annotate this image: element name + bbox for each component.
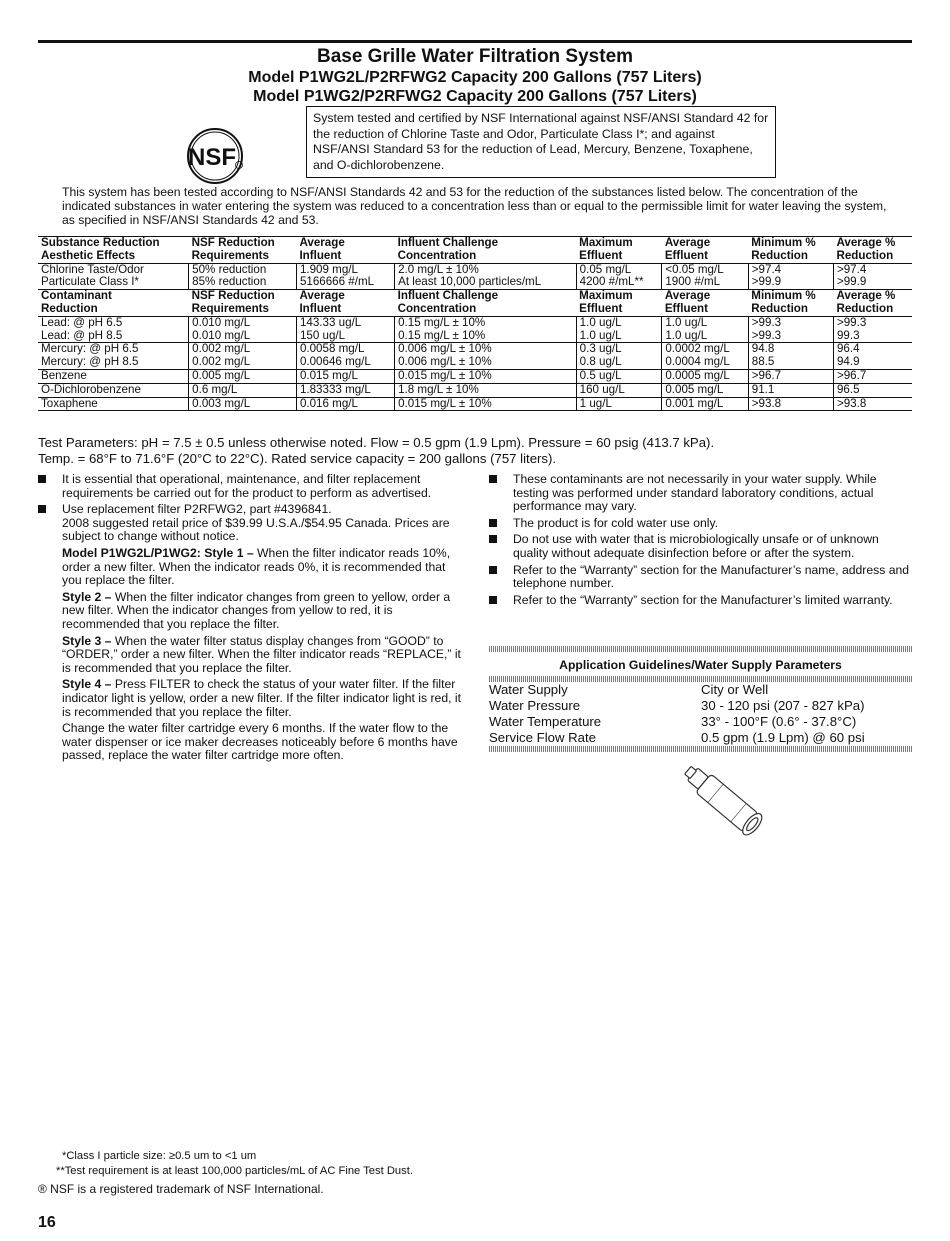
style-4-text: Press FILTER to check the status of your water filter. If the filter indicator light is yellow, order a new filter. If the filter indicator light is red, it is recommended that you replace the filter. — [62, 677, 461, 719]
bullet-icon — [38, 475, 46, 483]
table-cell: 0.003 mg/L — [189, 397, 297, 411]
table-cell: 1.909 mg/L 5166666 #/mL — [296, 263, 394, 290]
style-1-label: Model P1WG2L/P1WG2: Style 1 – — [62, 545, 254, 560]
trademark-note: ® NSF is a registered trademark of NSF International. — [38, 1182, 324, 1196]
table-cell: 0.005 mg/L — [662, 383, 748, 397]
param-name: Water Temperature — [489, 714, 602, 729]
bullet-item — [489, 533, 914, 560]
table-cell: O-Dichlorobenzene — [38, 383, 189, 397]
application-row — [489, 730, 912, 746]
footnote-1: *Class I particle size: ≥0.5 um to <1 um — [62, 1150, 257, 1162]
table-cell: 0.015 mg/L ± 10% — [395, 397, 577, 411]
param-name: Water Supply — [489, 682, 568, 697]
param-value: 33° - 100°F (0.6° - 37.8°C) — [701, 714, 857, 729]
bullet-text: Refer to the “Warranty” section for the Manufacturer’s name, address and telephone number. — [513, 562, 910, 591]
table-cell: >96.7 — [748, 369, 833, 383]
style-4-label: Style 4 – — [62, 677, 112, 692]
table-cell: 0.006 mg/L ± 10% 0.006 mg/L ± 10% — [395, 343, 577, 370]
bullet-icon — [489, 535, 497, 543]
bullet-item — [489, 594, 914, 608]
style-4-paragraph — [62, 678, 468, 719]
application-title: Application Guidelines/Water Supply Parameters — [559, 658, 842, 672]
table-cell: >96.7 — [833, 369, 912, 383]
table-row — [38, 383, 912, 397]
table-cell: Chlorine Taste/Odor Particulate Class I* — [38, 263, 189, 290]
column-header: Contaminant Reduction — [38, 290, 189, 317]
column-header: Average Effluent — [662, 290, 748, 317]
table-cell: 0.001 mg/L — [662, 397, 748, 411]
table-cell: Mercury: @ pH 6.5 Mercury: @ pH 8.5 — [38, 343, 189, 370]
application-guidelines — [489, 646, 912, 752]
table-cell: 0.15 mg/L ± 10% 0.15 mg/L ± 10% — [395, 316, 577, 343]
bullet-icon — [489, 475, 497, 483]
substance-reduction-table — [38, 236, 912, 411]
table-cell: 0.016 mg/L — [296, 397, 394, 411]
table-cell: 143.33 ug/L 150 ug/L — [296, 316, 394, 343]
column-header: Substance Reduction Aesthetic Effects — [38, 237, 189, 264]
table-cell: 0.05 mg/L 4200 #/mL** — [576, 263, 662, 290]
table-cell: 0.0058 mg/L 0.00646 mg/L — [296, 343, 394, 370]
table-cell: 1.83333 mg/L — [296, 383, 394, 397]
divider — [489, 746, 912, 752]
column-header: Average % Reduction — [833, 237, 912, 264]
column-header: Average % Reduction — [833, 290, 912, 317]
test-parameters-line-1: Test Parameters: pH = 7.5 ± 0.5 unless otherwise noted. Flow = 0.5 gpm (1.9 Lpm). Pressure = 60 psig (413.7 kPa). — [38, 435, 715, 450]
column-header: NSF Reduction Requirements — [189, 237, 297, 264]
table-cell: 94.8 88.5 — [748, 343, 833, 370]
param-name: Service Flow Rate — [489, 730, 597, 745]
page-title: Base Grille Water Filtration System — [316, 46, 634, 67]
table-row — [38, 369, 912, 383]
style-3-text: When the water filter status display changes from “GOOD” to “ORDER,” order a new filter. When the filter indicator reads “REPLACE,” it is recommended that you replace the filter. — [62, 633, 461, 675]
table-cell: >97.4 >99.9 — [748, 263, 833, 290]
column-header: Influent Challenge Concentration — [395, 290, 577, 317]
table-cell: 160 ug/L — [576, 383, 662, 397]
bullet-text: Use replacement filter P2RFWG2, part #4396841. — [62, 502, 332, 517]
bullet-text: These contaminants are not necessarily in your water supply. While testing was performed under standard laboratory conditions, actual performance may vary. — [513, 472, 877, 514]
table-cell: 0.005 mg/L — [189, 369, 297, 383]
param-value: City or Well — [701, 682, 769, 697]
table-row — [38, 316, 912, 343]
table-cell: Toxaphene — [38, 397, 189, 411]
table-cell: 96.4 94.9 — [833, 343, 912, 370]
style-2-label: Style 2 – — [62, 589, 112, 604]
column-header: Average Influent — [296, 237, 394, 264]
table-row — [38, 263, 912, 290]
table-cell: 0.3 ug/L 0.8 ug/L — [576, 343, 662, 370]
column-header: Maximum Effluent — [576, 237, 662, 264]
param-value: 30 - 120 psi (207 - 827 kPa) — [701, 698, 865, 713]
model-line-1: Model P1WG2L/P2RFWG2 Capacity 200 Gallons (757 Liters) — [248, 69, 702, 86]
table-cell: >99.3 >99.3 — [748, 316, 833, 343]
table-cell: 91.1 — [748, 383, 833, 397]
bullet-icon — [489, 519, 497, 527]
table-cell: 1.0 ug/L 1.0 ug/L — [576, 316, 662, 343]
table-cell: >99.3 99.3 — [833, 316, 912, 343]
column-header: Average Effluent — [662, 237, 748, 264]
bullet-text: The product is for cold water use only. — [513, 515, 719, 530]
bullet-text: It is essential that operational, maintenance, and filter replacement requirements be carried out for the product to perform as advertised. — [62, 472, 432, 500]
water-filter-cartridge-icon — [672, 758, 782, 848]
bullet-text: Refer to the “Warranty” section for the Manufacturer’s limited warranty. — [513, 592, 893, 607]
param-name: Water Pressure — [489, 698, 581, 713]
application-row — [489, 682, 912, 698]
table-cell: 0.010 mg/L 0.010 mg/L — [189, 316, 297, 343]
param-value: 0.5 gpm (1.9 Lpm) @ 60 psi — [701, 730, 865, 745]
column-header: Minimum % Reduction — [748, 290, 833, 317]
left-column — [38, 473, 468, 766]
change-cartridge-text: Change the water filter cartridge every 6 months. If the water flow to the water dispenser or ice maker decreases noticeably before 6 months have passed, replace the water filter cartridge more often. — [62, 721, 458, 763]
nsf-logo-text: NSF — [188, 144, 236, 171]
certification-box: System tested and certified by NSF International against NSF/ANSI Standard 42 for the reduction of Chlorine Taste and Odor, Particulate Class I*; and against NSF/ANSI Standard 53 for the reduction of Lead, Mercury, Benzene, Toxaphene, and O-dichlorobenzene. — [306, 106, 776, 178]
application-row — [489, 714, 912, 730]
table-cell: <0.05 mg/L 1900 #/mL — [662, 263, 748, 290]
table-cell: 0.015 mg/L — [296, 369, 394, 383]
footnote-2: **Test requirement is at least 100,000 particles/mL of AC Fine Test Dust. — [56, 1165, 413, 1177]
style-3-paragraph — [62, 635, 468, 676]
column-header: Influent Challenge Concentration — [395, 237, 577, 264]
column-header: Average Influent — [296, 290, 394, 317]
table-cell: 50% reduction 85% reduction — [189, 263, 297, 290]
table-cell: 1.0 ug/L 1.0 ug/L — [662, 316, 748, 343]
table-cell: >93.8 — [833, 397, 912, 411]
bullet-text: Do not use with water that is microbiologically unsafe or of unknown quality without adequate disinfection before or after the system. — [513, 532, 879, 560]
bullet-icon — [38, 505, 46, 513]
intro-paragraph: This system has been tested according to NSF/ANSI Standards 42 and 53 for the reduction of the substances listed below. The concentration of the indicated substances in water entering the system was reduced to a concentration less than or equal to the permissible limit for water leaving the system, as specified in NSF/ANSI Standards 42 and 53. — [62, 185, 887, 227]
column-header: NSF Reduction Requirements — [189, 290, 297, 317]
model-line-2: Model P1WG2/P2RFWG2 Capacity 200 Gallons (757 Liters) — [253, 88, 697, 105]
nsf-logo-icon — [181, 127, 249, 185]
application-row — [489, 698, 912, 714]
table-cell: 0.5 ug/L — [576, 369, 662, 383]
bullet-item — [489, 517, 914, 531]
table-cell: 96.5 — [833, 383, 912, 397]
bullet-icon — [489, 596, 497, 604]
table-cell: 0.015 mg/L ± 10% — [395, 369, 577, 383]
table-cell: 0.0002 mg/L 0.0004 mg/L — [662, 343, 748, 370]
table-cell: 0.002 mg/L 0.002 mg/L — [189, 343, 297, 370]
table-cell: 1.8 mg/L ± 10% — [395, 383, 577, 397]
bullet-item — [38, 473, 468, 500]
table-header-row — [38, 290, 912, 317]
style-2-text: When the filter indicator changes from green to yellow, order a new filter. When the indicator changes from yellow to red, it is recommended that you replace the filter. — [62, 589, 451, 631]
table-cell: 0.6 mg/L — [189, 383, 297, 397]
table-cell: Benzene — [38, 369, 189, 383]
table-cell: >93.8 — [748, 397, 833, 411]
bullet-item — [38, 503, 468, 763]
style-3-label: Style 3 – — [62, 633, 112, 648]
table-cell: 1 ug/L — [576, 397, 662, 411]
table-row — [38, 343, 912, 370]
top-rule — [38, 40, 912, 43]
style-1-text: When the filter indicator reads 10%, order a new filter. When the indicator reads 0%, it is recommended that you replace the filter. — [62, 545, 451, 588]
table-cell: 2.0 mg/L ± 10% At least 10,000 particles/mL — [395, 263, 577, 290]
table-cell: 0.0005 mg/L — [662, 369, 748, 383]
bullet-item — [489, 473, 914, 514]
table-header-row — [38, 237, 912, 264]
test-parameters — [38, 435, 908, 467]
style-1-paragraph — [62, 547, 468, 588]
style-2-paragraph — [62, 591, 468, 632]
table-row — [38, 397, 912, 411]
page-number: 16 — [38, 1214, 56, 1231]
table-cell: >97.4 >99.9 — [833, 263, 912, 290]
right-column — [489, 473, 914, 610]
column-header: Maximum Effluent — [576, 290, 662, 317]
bullet-item — [489, 564, 914, 591]
bullet-icon — [489, 566, 497, 574]
table-cell: Lead: @ pH 6.5 Lead: @ pH 8.5 — [38, 316, 189, 343]
test-parameters-line-2: Temp. = 68°F to 71.6°F (20°C to 22°C). Rated service capacity = 200 gallons (757 liters). — [38, 451, 557, 466]
column-header: Minimum % Reduction — [748, 237, 833, 264]
price-text: 2008 suggested retail price of $39.99 U.S.A./$54.95 Canada. Prices are subject to change without notice. — [62, 515, 450, 544]
